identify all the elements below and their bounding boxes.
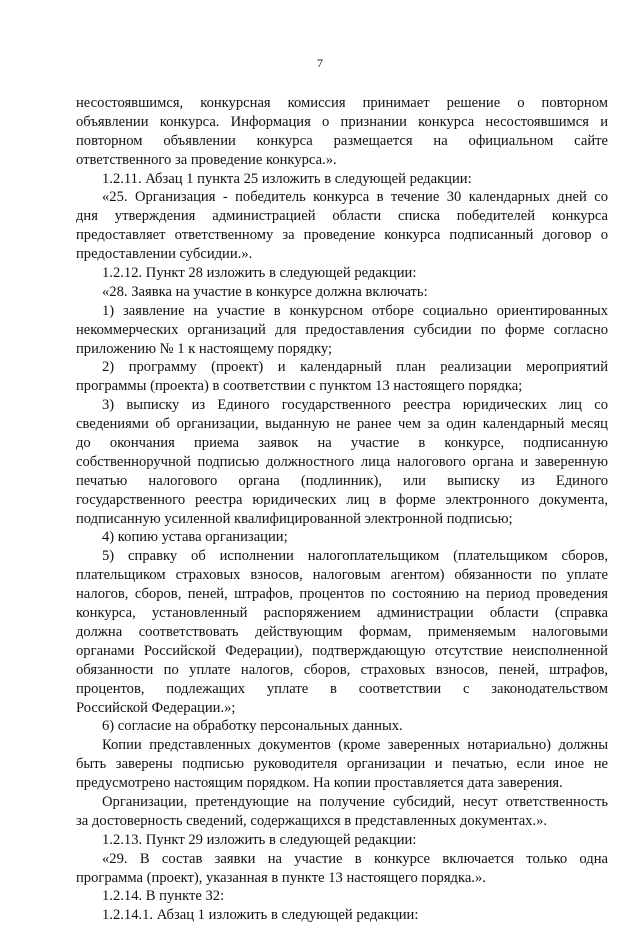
- text-line: сведениями об организации, выданную не ранее чем за один календарный месяц: [76, 416, 608, 433]
- text-line: предусмотрено настоящим порядком. На копии проставляется дата заверения.: [76, 775, 563, 792]
- text-line: Копии представленных документов (кроме заверенных нотариально) должны: [102, 737, 608, 754]
- text-line: обязанности по уплате налогов, сборов, страховых взносов, пеней, штрафов,: [76, 661, 608, 678]
- text-line: Российской Федерации.»;: [76, 699, 236, 716]
- text-line: 6) согласие на обработку персональных данных.: [102, 718, 403, 735]
- text-line: программы (проекта) в соответствии с пунктом 13 настоящего порядка;: [76, 378, 523, 395]
- text-line: 3) выписку из Единого государственного реестра юридических лиц со: [102, 397, 608, 414]
- text-line: некоммерческих организаций для предоставления субсидии по форме согласно: [76, 321, 608, 338]
- text-line: объявлении конкурса. Информация о признании конкурса несостоявшимся и: [76, 113, 608, 130]
- text-line: процентов, подлежащих уплате в соответствии с законодательством: [76, 680, 608, 697]
- text-line: 5) справку об исполнении налогоплательщиком (плательщиком сборов,: [102, 548, 608, 565]
- text-line: «28. Заявка на участие в конкурсе должна включать:: [102, 283, 428, 300]
- text-line: программа (проект), указанная в пункте 13 настоящего порядка.».: [76, 869, 486, 886]
- text-line: предоставляет ответственному за проведение конкурса подписанный договор о: [76, 227, 608, 244]
- text-line: ответственного за проведение конкурса.».: [76, 151, 337, 168]
- text-line: 1.2.12. Пункт 28 изложить в следующей редакции:: [102, 265, 417, 282]
- text-line: 1.2.14.1. Абзац 1 изложить в следующей редакции:: [102, 907, 419, 924]
- text-line: за достоверность сведений, содержащихся в представленных документах.».: [76, 812, 548, 829]
- text-line: 1) заявление на участие в конкурсном отборе социально ориентированных: [102, 302, 608, 319]
- text-line: государственного реестра юридических лиц в форме электронного документа,: [76, 491, 608, 508]
- text-line: 1.2.14. В пункте 32:: [102, 888, 225, 905]
- text-line: собственноручной подписью должностного лица налогового органа и заверенную: [76, 453, 608, 470]
- text-line: 2) программу (проект) и календарный план реализации мероприятий: [102, 359, 608, 376]
- text-line: «25. Организация - победитель конкурса в течение 30 календарных дней со: [102, 189, 608, 206]
- text-line: 1.2.11. Абзац 1 пункта 25 изложить в следующей редакции:: [102, 170, 472, 187]
- text-line: дня утверждения администрацией области списка победителей конкурса: [76, 208, 608, 225]
- text-line: приложению № 1 к настоящему порядку;: [76, 340, 333, 357]
- text-line: 4) копию устава организации;: [102, 529, 288, 546]
- text-line: конкурса, установленный распоряжением администрации области (справка: [76, 605, 608, 622]
- text-line: несостоявшимся, конкурсная комиссия принимает решение о повторном: [76, 95, 608, 111]
- text-line: плательщиком страховых взносов, налоговым агентом) обязанности по уплате: [76, 567, 608, 584]
- text-line: «29. В состав заявки на участие в конкурсе включается только одна: [102, 850, 608, 867]
- text-line: органами Российской Федерации), подтверждающую отсутствие неисполненной: [76, 642, 608, 659]
- text-line: должна соответствовать действующим формам, применяемым налоговыми: [76, 623, 608, 640]
- text-line: до окончания приема заявок на участие в конкурсе, подписанную: [76, 435, 608, 452]
- text-line: предоставлении субсидии.».: [76, 246, 253, 263]
- text-line: 1.2.13. Пункт 29 изложить в следующей редакции:: [102, 831, 417, 848]
- text-line: быть заверены подписью руководителя организации и печатью, если иное не: [76, 756, 608, 773]
- text-line: повторном объявлении конкурса размещается на официальном сайте: [76, 132, 608, 149]
- page-number: 7: [317, 56, 323, 70]
- text-line: подписанную усиленной квалифицированной электронной подписью;: [76, 510, 513, 527]
- text-line: печатью налогового органа (подлинник), или выписку из Единого: [76, 472, 608, 489]
- text-line: Организации, претендующие на получение субсидий, несут ответственность: [102, 793, 608, 810]
- document-body: [76, 94, 608, 925]
- text-line: налогов, сборов, пеней, штрафов, процентов по состоянию на период проведения: [76, 586, 608, 603]
